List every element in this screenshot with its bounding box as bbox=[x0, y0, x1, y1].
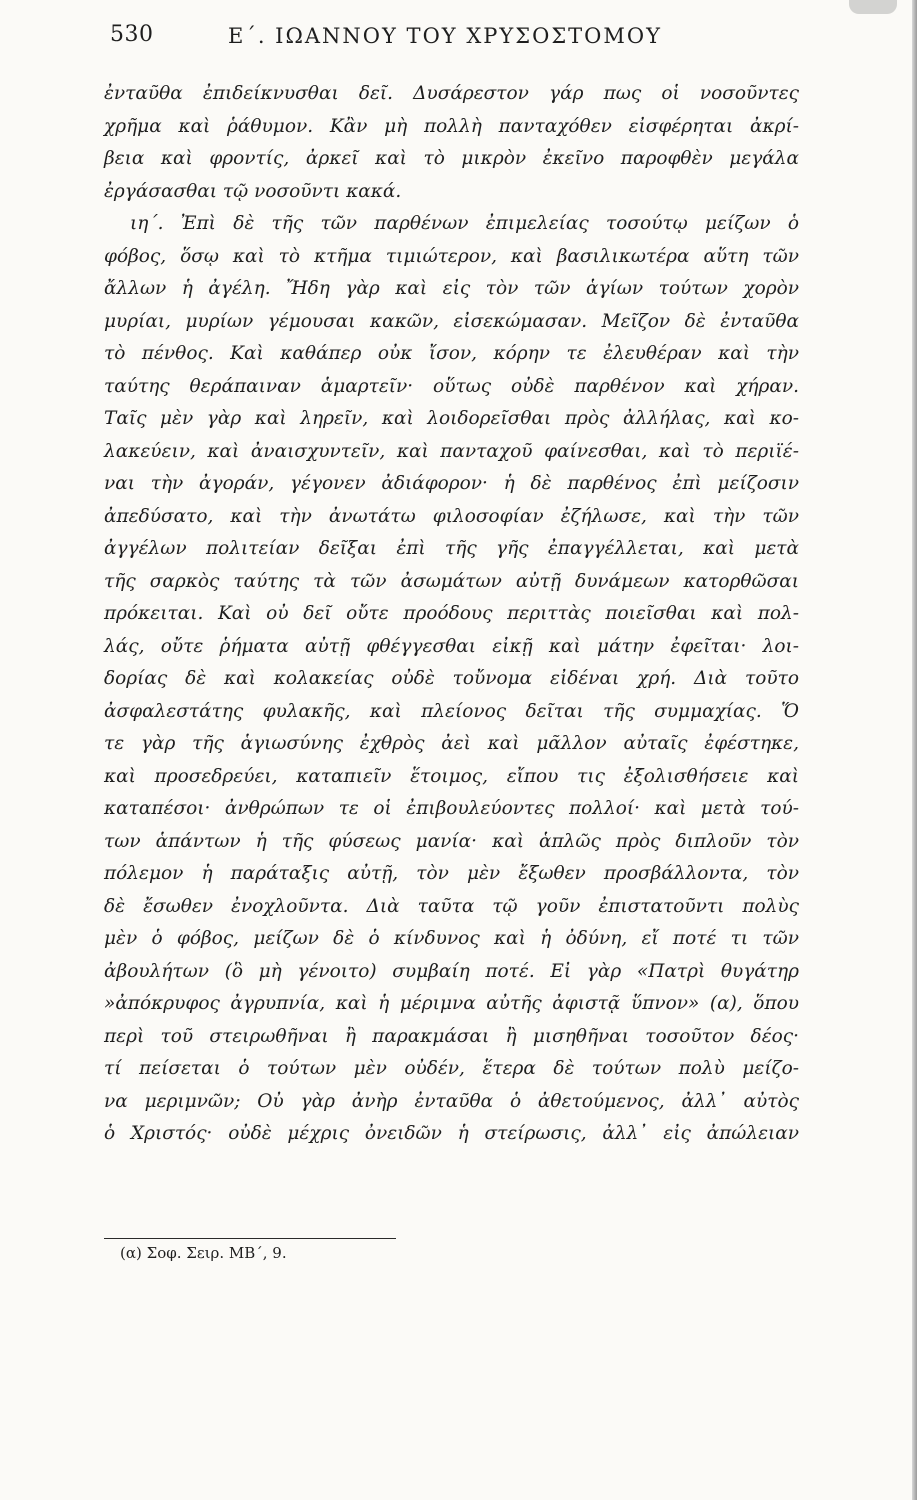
text-line: ἐνταῦθα ἐπιδείκνυσθαι δεῖ. Δυσάρεστον γάρ πως οἱ νοσοῦντες bbox=[104, 83, 799, 104]
scan-smudge bbox=[849, 0, 897, 14]
footnote: (α) Σοφ. Σειρ. ΜΒ΄, 9. bbox=[120, 1244, 287, 1262]
text-line: ἀπεδύσατο, καὶ τὴν ἀνωτάτω φιλοσοφίαν ἐζήλωσε, καὶ τὴν τῶν bbox=[104, 505, 799, 527]
text-line: λάς, οὔτε ῥήματα αὐτῇ φθέγγεσθαι εἰκῇ καὶ μάτην ἐφεῖται· λοι- bbox=[104, 635, 799, 657]
text-line: ἐργάσασθαι τῷ νοσοῦντι κακά. bbox=[104, 180, 402, 202]
text-line: χρῆμα καὶ ῥάθυμον. Κἂν μὴ πολλὴ πανταχόθεν εἰσφέρηται ἀκρί- bbox=[104, 115, 799, 137]
footnote-rule bbox=[104, 1238, 396, 1239]
text-line: των ἁπάντων ἡ τῆς φύσεως μανία· καὶ ἁπλῶς πρὸς διπλοῦν τὸν bbox=[104, 830, 799, 852]
text-line: ταύτης θεράπαιναν ἁμαρτεῖν· οὕτως οὐδὲ παρθένον καὶ χήραν. bbox=[104, 375, 799, 397]
page-number: 530 bbox=[110, 22, 154, 47]
running-title: Ε΄. ΙΩΑΝΝΟΥ ΤΟΥ ΧΡΥΣΟΣΤΟΜΟΥ bbox=[228, 24, 662, 48]
running-head bbox=[110, 22, 800, 56]
text-line: να μεριμνῶν; Οὐ γὰρ ἀνὴρ ἐνταῦθα ὁ ἀθετούμενος, ἀλλ᾽ αὐτὸς bbox=[104, 1090, 799, 1112]
text-line: ιη΄. Ἐπὶ δὲ τῆς τῶν παρθένων ἐπιμελείας τοσούτῳ μείζων ὁ bbox=[130, 213, 799, 234]
text-line: Ταῖς μὲν γὰρ καὶ ληρεῖν, καὶ λοιδορεῖσθαι πρὸς ἀλλήλας, καὶ κο- bbox=[104, 408, 799, 429]
text-line: λακεύειν, καὶ ἀναισχυντεῖν, καὶ πανταχοῦ φαίνεσθαι, καὶ τὸ περιϊέ- bbox=[104, 440, 799, 462]
text-line: »ἀπόκρυφος ἀγρυπνία, καὶ ἡ μέριμνα αὐτῆς ἀφιστᾷ ὕπνον» (α), ὅπου bbox=[104, 993, 799, 1014]
text-line: ἀσφαλεστάτης φυλακῆς, καὶ πλείονος δεῖται τῆς συμμαχίας. Ὅ bbox=[104, 700, 799, 722]
text-line: περὶ τοῦ στειρωθῆναι ἢ παρακμάσαι ἢ μισηθῆναι τοσοῦτον δέος· bbox=[104, 1025, 799, 1047]
text-line: ἀγγέλων πολιτείαν δεῖξαι ἐπὶ τῆς γῆς ἐπαγγέλλεται, καὶ μετὰ bbox=[104, 538, 799, 559]
text-line: καταπέσοι· ἀνθρώπων τε οἱ ἐπιβουλεύοντες πολλοί· καὶ μετὰ τού- bbox=[104, 798, 799, 819]
text-line: ἀβουλήτων (ὃ μὴ γένοιτο) συμβαίη ποτέ. Εἰ γὰρ «Πατρὶ θυγάτηρ bbox=[104, 960, 799, 982]
text-line: καὶ προσεδρεύει, καταπιεῖν ἕτοιμος, εἴπου τις ἐξολισθήσειε καὶ bbox=[104, 765, 799, 787]
text-line: μυρίαι, μυρίων γέμουσαι κακῶν, εἰσεκώμασαν. Μεῖζον δὲ ἐνταῦθα bbox=[104, 310, 799, 332]
text-line: τῆς σαρκὸς ταύτης τὰ τῶν ἀσωμάτων αὐτῇ δυνάμεων κατορθῶσαι bbox=[104, 570, 799, 592]
text-line: φόβος, ὅσῳ καὶ τὸ κτῆμα τιμιώτερον, καὶ βασιλικωτέρα αὕτη τῶν bbox=[104, 245, 799, 267]
body-text bbox=[104, 78, 799, 1151]
text-line: τί πείσεται ὁ τούτων μὲν οὐδέν, ἕτερα δὲ τούτων πολὺ μείζο- bbox=[104, 1058, 799, 1079]
text-line: ναι τὴν ἀγοράν, γέγονεν ἀδιάφορον· ἡ δὲ παρθένος ἐπὶ μείζοσιν bbox=[104, 473, 799, 494]
text-line: ἄλλων ἡ ἀγέλη. Ἤδη γὰρ καὶ εἰς τὸν τῶν ἁγίων τούτων χορὸν bbox=[104, 278, 799, 299]
text-line: δὲ ἔσωθεν ἐνοχλοῦντα. Διὰ ταῦτα τῷ γοῦν ἐπιστατοῦντι πολὺς bbox=[104, 895, 799, 917]
text-line: πόλεμον ἡ παράταξις αὐτῇ, τὸν μὲν ἔξωθεν προσβάλλοντα, τὸν bbox=[104, 863, 799, 884]
text-line: δορίας δὲ καὶ κολακείας οὐδὲ τοὔνομα εἰδέναι χρή. Διὰ τοῦτο bbox=[104, 668, 799, 689]
text-line: τε γὰρ τῆς ἁγιωσύνης ἐχθρὸς ἀεὶ καὶ μᾶλλον αὐταῖς ἐφέστηκε, bbox=[104, 733, 799, 754]
text-line: τὸ πένθος. Καὶ καθάπερ οὐκ ἴσον, κόρην τε ἐλευθέραν καὶ τὴν bbox=[104, 343, 799, 364]
text-line: βεια καὶ φροντίς, ἀρκεῖ καὶ τὸ μικρὸν ἐκεῖνο παροφθὲν μεγάλα bbox=[104, 148, 799, 169]
text-line: πρόκειται. Καὶ οὐ δεῖ οὔτε προόδους περιττὰς ποιεῖσθαι καὶ πολ- bbox=[104, 603, 799, 624]
text-line: μὲν ὁ φόβος, μείζων δὲ ὁ κίνδυνος καὶ ἡ ὀδύνη, εἴ ποτέ τι τῶν bbox=[104, 928, 799, 949]
text-line: ὁ Χριστός· οὐδὲ μέχρις ὀνειδῶν ἡ στείρωσις, ἀλλ᾽ εἰς ἀπώλειαν bbox=[104, 1123, 799, 1144]
scan-edge-shadow bbox=[912, 0, 917, 1500]
